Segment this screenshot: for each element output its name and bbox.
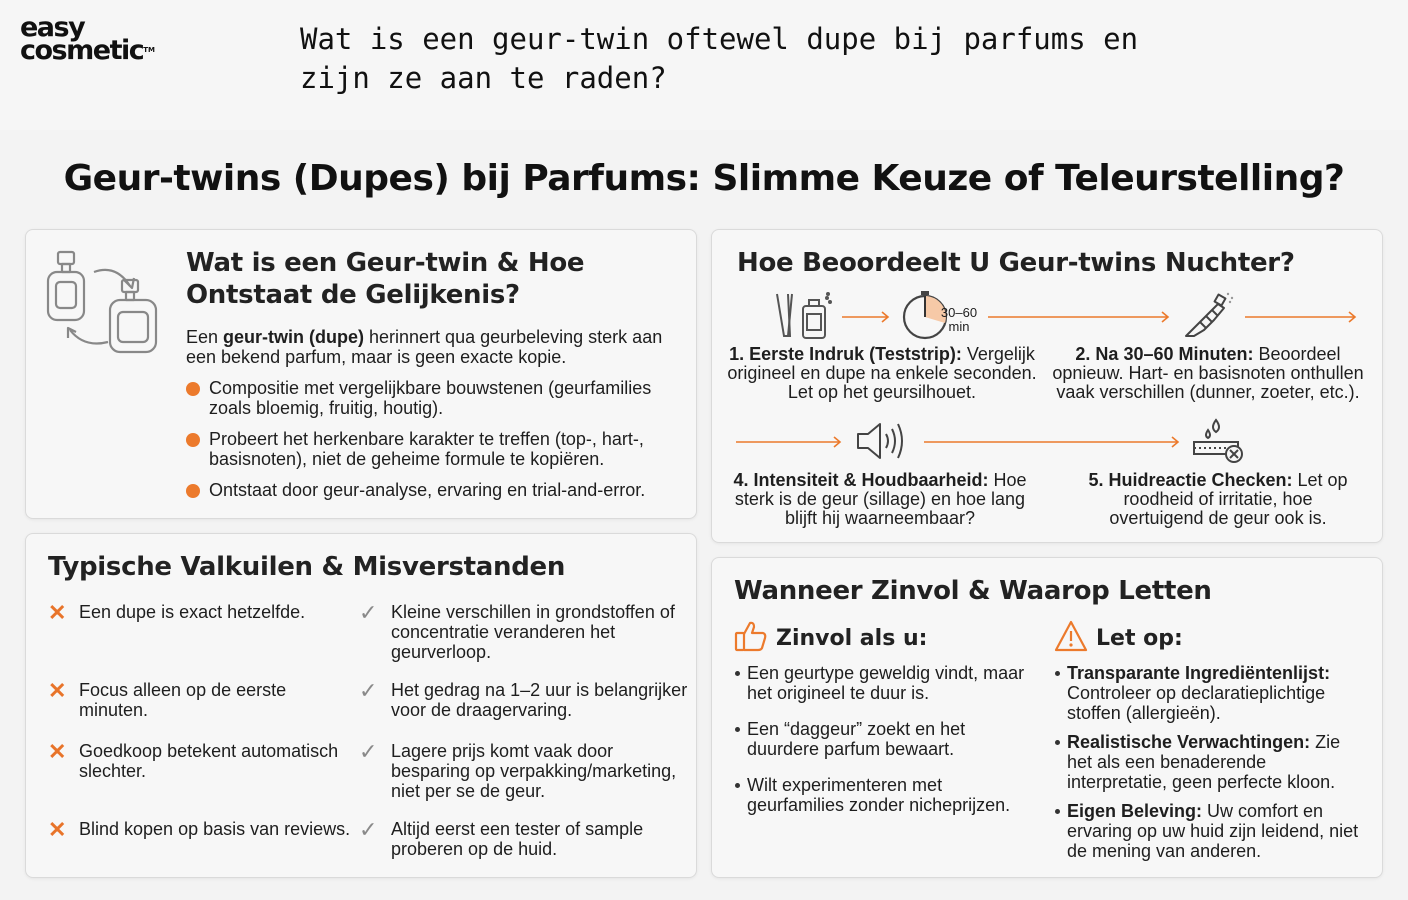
thumbs-up-icon	[734, 620, 768, 652]
step-2-bold: 2. Na 30–60 Minuten:	[1075, 344, 1254, 364]
list-bullet	[735, 783, 740, 788]
myth-4: Blind kopen op basis van reviews.	[79, 819, 351, 839]
cross-icon: ✕	[48, 817, 67, 842]
check-icon: ✓	[359, 817, 378, 842]
document-title: Wat is een geur-twin oftewel dupe bij parfums en zijn ze aan te raden?	[300, 22, 1139, 95]
attention-item-2-bold: Realistische Verwachtingen:	[1067, 732, 1311, 752]
list-bullet	[1055, 740, 1060, 745]
myth-3: Goedkoop betekent automatisch slechter.	[79, 741, 339, 781]
attention-item-1	[1067, 663, 1367, 723]
attention-item-3-bold: Eigen Beleving:	[1067, 801, 1203, 821]
bullet-dot	[186, 433, 200, 447]
fact-1: Kleine verschillen in grondstoffen of concentratie veranderen het geurverloop.	[391, 602, 675, 662]
card-how-to-judge	[711, 229, 1383, 543]
useful-item-1: Een geurtype geweldig vindt, maar het origineel te duur is.	[747, 663, 1025, 703]
arrow-right-icon	[988, 310, 1170, 324]
myth-2: Focus alleen op de eerste minuten.	[79, 680, 287, 720]
attention-item-2	[1067, 732, 1367, 792]
arrow-right-icon	[736, 435, 842, 449]
step-5-text: Let op roodheid of irritatie, hoe overtuigend de geur ook is.	[1109, 470, 1348, 528]
step-2	[1052, 345, 1364, 402]
step-2-text: Beoordeel opnieuw. Hart- en basisnoten onthullen vaak verschillen (dunner, zoeter, etc.).	[1052, 344, 1364, 402]
bullet-dot	[186, 382, 200, 396]
check-icon: ✓	[359, 678, 378, 703]
what-bullet-3: Ontstaat door geur-analyse, ervaring en trial-and-error.	[209, 480, 646, 500]
list-bullet	[1055, 809, 1060, 814]
fact-3: Lagere prijs komt vaak door besparing op verpakking/marketing, niet per se de geur.	[391, 741, 677, 801]
what-intro-post: herinnert qua geurbeleving sterk aan een bekend parfum, maar is geen exacte kopie.	[186, 327, 663, 367]
card-when-title: Wanneer Zinvol & Waarop Letten	[734, 576, 1212, 606]
fact-4: Altijd eerst een tester of sample proberen op de huid.	[391, 819, 644, 859]
perfume-swap-icon	[46, 248, 161, 358]
step-1-text: Vergelijk origineel en dupe na enkele seconden. Let op het geursilhouet.	[727, 344, 1037, 402]
arrow-right-icon	[842, 310, 890, 324]
wrist-spray-icon	[1184, 292, 1234, 338]
list-bullet	[1055, 671, 1060, 676]
infographic-title: Geur-twins (Dupes) bij Parfums: Slimme Keuze of Teleurstelling?	[63, 158, 1345, 199]
step-1	[727, 345, 1037, 402]
cross-icon: ✕	[48, 678, 67, 703]
step-5	[1077, 471, 1359, 528]
what-intro-pre: Een	[186, 327, 224, 347]
logo-line-2: cosmetic	[20, 35, 144, 66]
attention-item-1-text: Controleer op declaratieplichtige stoffen (allergieën).	[1067, 683, 1326, 723]
what-intro	[186, 327, 676, 367]
list-bullet	[735, 727, 740, 732]
useful-item-2: Een “daggeur” zoekt en het duurdere parfum bewaart.	[747, 719, 966, 759]
card-what-is	[25, 229, 697, 519]
cross-icon: ✕	[48, 600, 67, 625]
what-bullet-1: Compositie met vergelijkbare bouwstenen (geurfamilies zoals bloemig, fruitig, houtig).	[209, 378, 652, 418]
skin-reaction-icon	[1192, 418, 1246, 464]
card-when-useful	[711, 557, 1383, 878]
attention-item-2-text: Zie het als een benaderende interpretatie, geen perfecte kloon.	[1067, 732, 1341, 792]
step-1-bold: 1. Eerste Indruk (Teststrip):	[729, 344, 962, 364]
fact-2: Het gedrag na 1–2 uur is belangrijker voor de draagervaring.	[391, 680, 688, 720]
page-header	[0, 0, 1408, 130]
step-4-text: Hoe sterk is de geur (sillage) en hoe lang blijft hij waarneembaar?	[734, 470, 1027, 528]
warning-icon	[1054, 620, 1088, 652]
logo-trademark: TM	[143, 46, 155, 54]
attention-item-1-bold: Transparante Ingrediëntenlijst:	[1067, 663, 1331, 683]
myth-1: Een dupe is exact hetzelfde.	[79, 602, 306, 622]
arrow-right-icon	[924, 435, 1180, 449]
useful-item-3: Wilt experimenteren met geurfamilies zonder nicheprijzen.	[747, 775, 1011, 815]
what-bullet-2: Probeert het herkenbare karakter te treffen (top-, hart-, basisnoten), niet de geheime formule te kopiëren.	[209, 429, 644, 469]
timer-label-1: 30–60	[940, 305, 978, 320]
easy-cosmetic-logo[interactable]	[20, 12, 155, 66]
step-4	[730, 471, 1030, 528]
list-bullet	[735, 671, 740, 676]
attention-item-3-text: Uw comfort en ervaring op uw huid zijn leidend, niet de mening van anderen.	[1067, 801, 1359, 861]
timer-label-2: min	[948, 319, 970, 334]
bullet-dot	[186, 484, 200, 498]
check-icon: ✓	[359, 739, 378, 764]
attention-item-3	[1067, 801, 1367, 861]
cross-icon: ✕	[48, 739, 67, 764]
check-icon: ✓	[359, 600, 378, 625]
step-5-bold: 5. Huidreactie Checken:	[1088, 470, 1293, 490]
card-pitfalls-title: Typische Valkuilen & Misverstanden	[48, 552, 566, 582]
test-strip-icon	[774, 292, 832, 342]
card-how-title: Hoe Beoordeelt U Geur-twins Nuchter?	[737, 248, 1295, 278]
useful-heading: Zinvol als u:	[776, 626, 928, 651]
speaker-icon	[856, 420, 910, 462]
card-pitfalls	[25, 533, 697, 878]
step-4-bold: 4. Intensiteit & Houdbaarheid:	[733, 470, 989, 490]
attention-heading: Let op:	[1096, 626, 1183, 651]
what-intro-bold: geur-twin (dupe)	[223, 327, 365, 347]
logo-line-1: easy	[20, 12, 85, 43]
arrow-right-icon	[1245, 310, 1357, 324]
card-what-is-title: Wat is een Geur-twin & Hoe Ontstaat de Gelijkenis?	[186, 248, 585, 310]
